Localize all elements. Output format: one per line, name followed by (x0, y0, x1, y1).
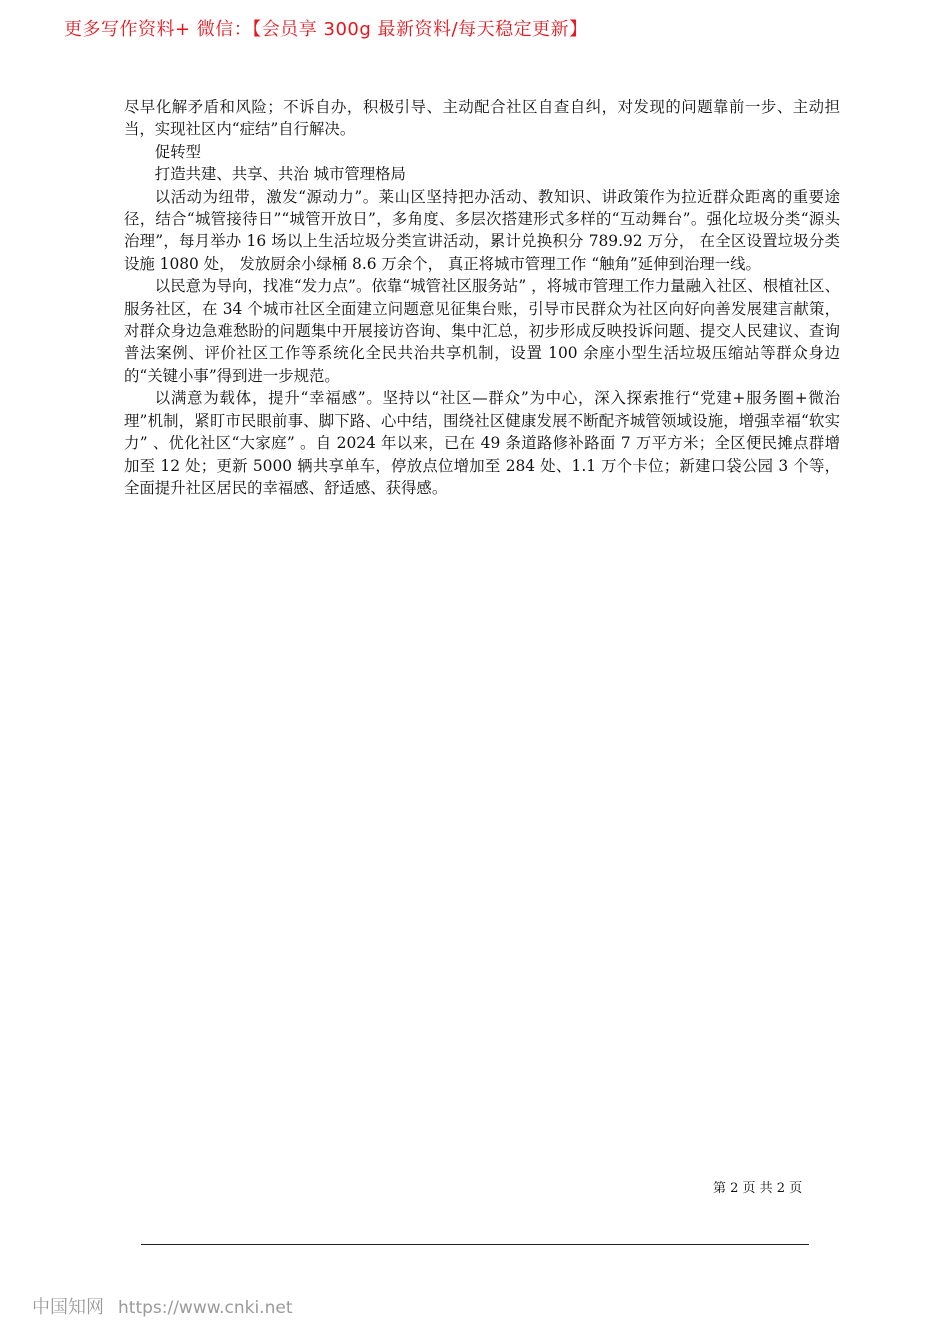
watermark-brand: 中国知网 (32, 1297, 104, 1318)
watermark-url: https://www.cnki.net (118, 1298, 293, 1318)
watermark (32, 1293, 292, 1319)
promo-banner: 更多写作资料+ 微信：【会员享 300g 最新资料/每天稳定更新】 (64, 19, 588, 40)
footer-divider (141, 1244, 809, 1245)
paragraph: 以民意为导向，找准“发力点”。依靠“城管社区服务站” ，将城市管理工作力量融入社区、根植社区、服务社区，在 34 个城市社区全面建立问题意见征集台账，引导市民群众为社区向好向善发展建言献策，对群众身边急难愁盼的问题集中开展接访咨询、集中汇总，初步形成反映投诉问题、提交人民建议、查询普法案例、评价社区工作等系统化全民共治共享机制，设置 100 余座小型生活垃圾压缩站等群众身边的“关键小事”得到进一步规范。 (124, 277, 840, 385)
page-indicator: 第 2 页 共 2 页 (713, 1181, 803, 1196)
paragraph: 以满意为载体，提升“幸福感”。坚持以“社区—群众”为中心，深入探索推行“党建+服务圈+微治理”机制，紧盯市民眼前事、脚下路、心中结，围绕社区健康发展不断配齐城管领域设施，增强幸福“软实力” 、优化社区“大家庭” 。自 2024 年以来，已在 49 条道路修补路面 7 万平方米；全区便民摊点群增加至 12 处；更新 5000 辆共享单车，停放点位增加至 284 处、1.1 万个卡位；新建口袋公园 3 个等，全面提升社区居民的幸福感、舒适感、获得感。 (124, 389, 840, 497)
paragraph-continuation: 尽早化解矛盾和风险；不诉自办，积极引导、主动配合社区自查自纠，对发现的问题靠前一步、主动担当，实现社区内“症结”自行解决。 (124, 98, 840, 139)
section-heading: 促转型 (154, 142, 201, 161)
document-body (124, 96, 840, 499)
paragraph: 以活动为纽带，激发“源动力”。莱山区坚持把办活动、教知识、讲政策作为拉近群众距离的重要途径，结合“城管接待日”“城管开放日”，多角度、多层次搭建形式多样的“互动舞台”。强化垃圾分类“源头治理”，每月举办 16 场以上生活垃圾分类宣讲活动，累计兑换积分 789.92 万分， 在全区设置垃圾分类设施 1080 处， 发放厨余小绿桶 8.6 万余个， 真正将城市管理工作 “触角”延伸到治理一线。 (124, 187, 840, 273)
section-subheading: 打造共建、共享、共治 城市管理格局 (154, 165, 406, 184)
